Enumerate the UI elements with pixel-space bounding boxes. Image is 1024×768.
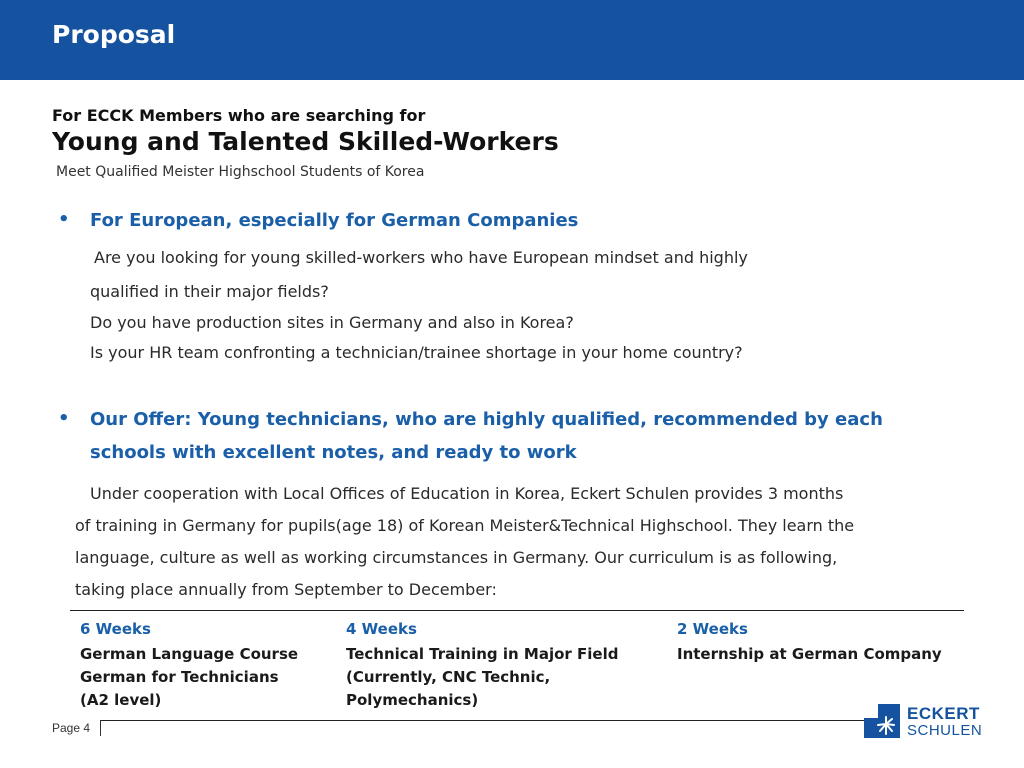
section2-line: language, culture as well as working circumstances in Germany. Our curriculum is as following, [75, 548, 838, 567]
section2-title-line: schools with excellent notes, and ready to work [90, 442, 577, 463]
section2-title-line: Our Offer: Young technicians, who are highly qualified, recommended by each [90, 409, 883, 430]
page-number: Page 4 [52, 721, 91, 735]
sub-heading: Meet Qualified Meister Highschool Students of Korea [56, 164, 425, 180]
curriculum-item: Technical Training in Major Field [346, 645, 619, 663]
eckert-logo-icon [864, 704, 900, 738]
section1-line: Do you have production sites in Germany and also in Korea? [90, 313, 574, 332]
intro-line: For ECCK Members who are searching for [52, 106, 426, 125]
section2-line: taking place annually from September to December: [75, 580, 497, 599]
curriculum-item: (Currently, CNC Technic, [346, 668, 551, 686]
section2-line: of training in Germany for pupils(age 18) of Korean Meister&Technical Highschool. They learn the [75, 516, 855, 535]
section1-title: For European, especially for German Companies [90, 210, 579, 231]
page-title: Proposal [52, 20, 176, 49]
logo-text-eckert: ECKERT [907, 704, 980, 723]
curriculum-item: Polymechanics) [346, 691, 479, 709]
curriculum-duration: 2 Weeks [677, 620, 748, 638]
table-bottom-rule [100, 720, 892, 721]
curriculum-item: (A2 level) [80, 691, 162, 709]
main-heading: Young and Talented Skilled-Workers [52, 127, 559, 156]
section1-line: Are you looking for young skilled-workers who have European mindset and highly [94, 248, 748, 267]
curriculum-item: German for Technicians [80, 668, 279, 686]
curriculum-duration: 4 Weeks [346, 620, 417, 638]
table-top-rule [70, 610, 964, 611]
footer-divider [100, 720, 101, 736]
curriculum-duration: 6 Weeks [80, 620, 151, 638]
section1-line: Is your HR team confronting a technician/trainee shortage in your home country? [90, 343, 743, 362]
section1-line: qualified in their major fields? [90, 282, 329, 301]
section2-line: Under cooperation with Local Offices of Education in Korea, Eckert Schulen provides 3 months [90, 484, 844, 503]
curriculum-item: German Language Course [80, 645, 299, 663]
bullet-dot-2: • [58, 408, 70, 429]
logo-text-schulen: SCHULEN [907, 722, 983, 739]
bullet-dot-1: • [58, 209, 70, 230]
curriculum-item: Internship at German Company [677, 645, 942, 663]
